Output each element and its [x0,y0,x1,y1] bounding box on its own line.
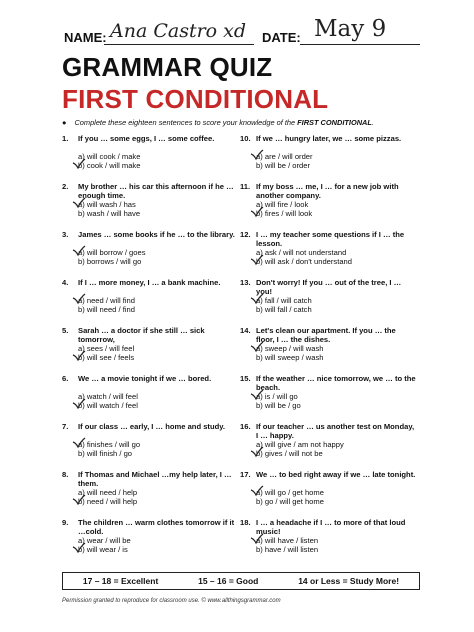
question-item [62,278,232,326]
name-label: NAME: [64,30,107,45]
question-item [62,182,232,230]
option-a[interactable] [256,488,324,497]
option-b[interactable] [256,209,312,218]
check-mark-icon [72,437,86,449]
option-a[interactable] [78,440,140,449]
question-number: 3. [62,230,69,239]
page-title: GRAMMAR QUIZ [62,52,273,82]
option-a[interactable] [256,344,324,353]
question-stem: We … to bed right away if we … late tonight. [256,470,416,479]
question-item [240,230,410,278]
option-b[interactable] [256,305,312,314]
score-key [62,572,420,590]
questions-right-column [240,134,416,566]
instructions-text: Complete these eighteen sentences to score your knowledge of the [74,118,298,127]
option-b-label: b) cook / will make [78,161,141,170]
question-stem: We … a movie tonight if we … bored. [78,374,212,383]
option-b-label: b) will finish / go [78,449,133,458]
question-item [62,230,235,278]
question-item [240,518,410,566]
option-b-label: b) go / will get home [256,497,324,506]
score-excellent: 17 – 18 = Excellent [82,576,159,586]
option-a-label: a) will wash / has [78,200,136,209]
option-b[interactable] [78,497,137,506]
permission-note: Permission granted to reproduce for classroom use. © www.allthingsgrammar.com [62,598,281,604]
question-item [240,326,410,374]
question-item [240,134,410,182]
option-b[interactable] [78,209,140,218]
check-mark-icon [250,206,264,218]
question-number: 15. [240,374,251,383]
option-a[interactable] [78,152,140,161]
question-number: 8. [62,470,69,479]
option-a-label: a) need / will find [78,296,135,305]
option-b[interactable] [78,305,135,314]
header [64,14,424,48]
question-number: 7. [62,422,69,431]
instructions-highlight: FIRST CONDITIONAL [297,118,372,127]
check-mark-icon [250,485,264,497]
option-a[interactable] [256,296,312,305]
name-value: Ana Castro xd [110,20,247,42]
option-b[interactable] [256,401,301,410]
option-b[interactable] [256,353,324,362]
option-a[interactable] [78,296,135,305]
question-stem: If Thomas and Michael …my help later, I … them. [78,470,232,488]
question-item [240,278,410,326]
check-mark-icon [250,533,264,545]
question-stem: My brother … his car this afternoon if he … enough time. [78,182,234,200]
option-a[interactable] [256,152,313,161]
check-mark-icon [72,542,86,554]
option-a-label: a) watch / will feel [78,392,138,401]
question-number: 13. [240,278,251,287]
option-a[interactable] [256,248,346,257]
question-number: 9. [62,518,69,527]
question-stem: If I … more money, I … a bank machine. [78,278,221,287]
question-number: 1. [62,134,69,143]
bullet-icon: ● [62,118,67,127]
question-item [62,422,232,470]
option-a-label: a) ask / will not understand [256,248,347,257]
question-stem: Sarah … a doctor if she still … sick tomorrow, [78,326,205,344]
option-b-label: b) fires / will look [256,209,313,218]
option-b[interactable] [256,497,324,506]
instructions-end: . [371,118,374,127]
question-stem: The children … warm clothes tomorrow if it …cold. [78,518,235,536]
question-number: 12. [240,230,251,239]
question-item [240,182,410,230]
check-mark-icon [72,293,86,305]
question-stem: If our teacher … us another test on Monday, I … happy. [256,422,415,440]
question-number: 11. [240,182,251,191]
option-b-label: b) will sweep / wash [256,353,324,362]
question-stem: If you … some eggs, I … some coffee. [78,134,215,143]
question-number: 5. [62,326,69,335]
check-mark-icon [250,254,264,266]
option-b[interactable] [78,257,141,266]
option-a[interactable] [256,440,344,449]
date-label: DATE: [262,30,301,45]
option-b[interactable] [78,545,128,554]
name-line [104,44,254,45]
question-item [62,326,232,374]
option-b[interactable] [78,401,138,410]
option-a[interactable] [78,200,136,209]
questions-left-column [62,134,235,566]
check-mark-icon [72,245,86,257]
question-item [62,470,232,518]
question-stem: Don't worry! If you … out of the tree, I … you! [256,278,402,296]
option-a-label: a) sweep / will wash [256,344,324,353]
option-b-label: b) borrows / will go [78,257,142,266]
question-item [62,518,235,566]
page-subtitle: FIRST CONDITIONAL [62,84,329,114]
check-mark-icon [72,494,86,506]
question-number: 17. [240,470,251,479]
option-b[interactable] [78,449,132,458]
option-b-label: b) gives / will not be [256,449,323,458]
option-a-label: a) wear / will be [78,536,131,545]
option-a-label: a) are / will order [256,152,313,161]
check-mark-icon [250,446,264,458]
option-b-label: b) will be / order [256,161,311,170]
option-a[interactable] [256,392,298,401]
score-study-more: 14 or Less = Study More! [298,576,400,586]
option-a[interactable] [78,248,146,257]
option-b-label: b) will fall / catch [256,305,312,314]
option-a-label: a) will borrow / goes [78,248,146,257]
option-a[interactable] [256,536,318,545]
question-stem: If my boss … me, I … for a new job with another company. [256,182,399,200]
question-item [240,374,416,422]
question-stem: James … some books if he … to the library. [78,230,235,239]
question-number: 14. [240,326,251,335]
check-mark-icon [72,197,86,209]
question-number: 18. [240,518,251,527]
option-b-label: b) wash / will have [78,209,141,218]
check-mark-icon [250,149,264,161]
date-line [300,44,420,45]
option-b[interactable] [256,257,352,266]
check-mark-icon [250,389,264,401]
option-b[interactable] [256,545,318,554]
question-stem: If we … hungry later, we … some pizzas. [256,134,402,143]
option-a-label: a) will fire / look [256,200,309,209]
option-a-label: a) will have / listen [256,536,319,545]
question-stem: Let's clean our apartment. If you … the floor, I … the dishes. [256,326,396,344]
check-mark-icon [250,341,264,353]
question-stem: I … my teacher some questions if I … the lesson. [256,230,405,248]
option-a-label: a) will go / get home [256,488,324,497]
option-a[interactable] [78,488,137,497]
question-item [62,134,232,182]
date-value: May 9 [314,16,387,42]
option-a-label: a) fall / will catch [256,296,312,305]
question-stem: I … a headache if I … to more of that loud music! [256,518,406,536]
option-a[interactable] [78,392,138,401]
question-item [62,374,232,422]
score-good: 15 – 16 = Good [198,576,259,586]
option-b-label: b) will wear / is [78,545,128,554]
option-a[interactable] [78,344,134,353]
option-a-label: a) will need / help [78,488,138,497]
option-a-label: a) finishes / will go [78,440,141,449]
check-mark-icon [250,293,264,305]
option-b-label: b) will ask / don't understand [256,257,353,266]
option-b-label: b) will be / go [256,401,301,410]
option-b-label: b) will watch / feel [78,401,138,410]
question-number: 2. [62,182,69,191]
question-item [240,422,415,470]
question-number: 4. [62,278,69,287]
question-stem: If our class … early, I … home and study. [78,422,225,431]
option-a-label: a) will cook / make [78,152,141,161]
option-b-label: b) need / will help [78,497,138,506]
option-b-label: b) have / will listen [256,545,319,554]
question-item [240,470,416,518]
check-mark-icon [72,350,86,362]
question-stem: If the weather … nice tomorrow, we … to the beach. [256,374,416,392]
option-b-label: b) will need / find [78,305,135,314]
question-number: 16. [240,422,251,431]
instructions [62,118,422,127]
option-b[interactable] [256,449,323,458]
option-b[interactable] [78,353,134,362]
option-b-label: b) will see / feels [78,353,135,362]
question-number: 10. [240,134,251,143]
option-a-label: a) will give / am not happy [256,440,344,449]
question-number: 6. [62,374,69,383]
option-a-label: a) is / will go [256,392,298,401]
check-mark-icon [72,398,86,410]
option-a-label: a) sees / will feel [78,344,135,353]
option-b[interactable] [78,161,140,170]
option-b[interactable] [256,161,310,170]
check-mark-icon [72,158,86,170]
